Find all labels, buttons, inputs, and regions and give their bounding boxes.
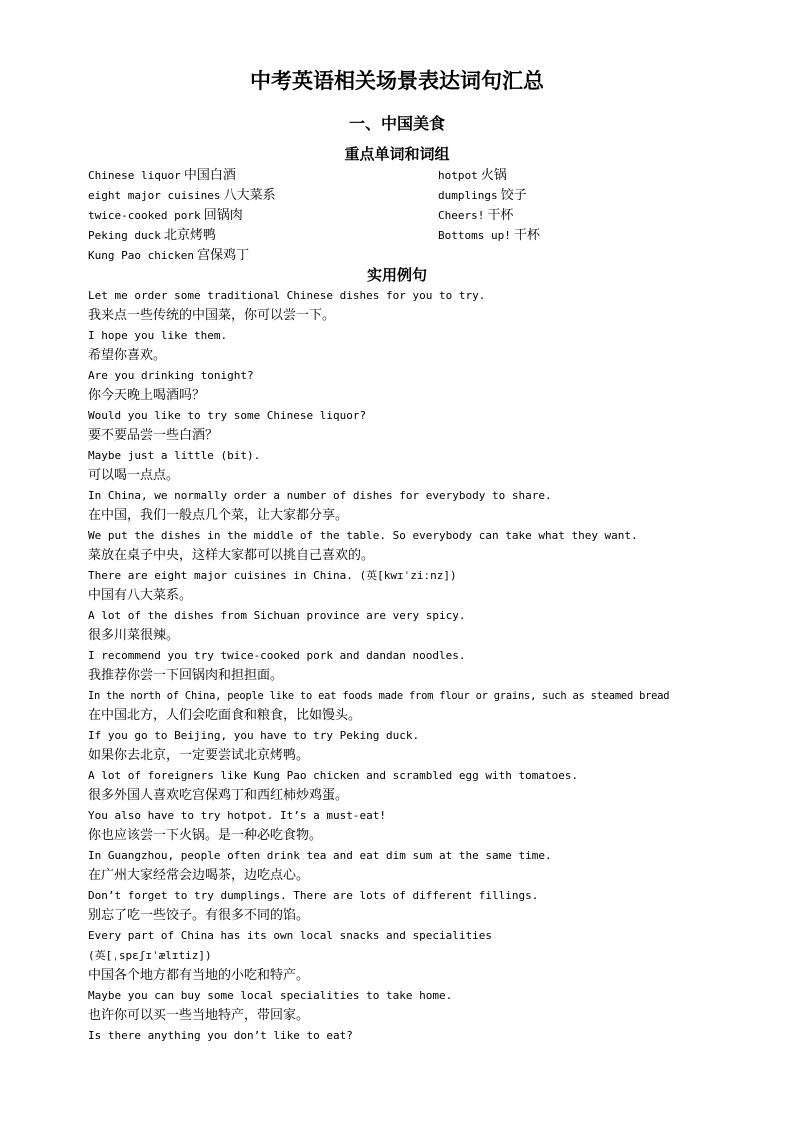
examples-heading: 实用例句 (366, 266, 427, 284)
vocab-item (88, 185, 438, 205)
sentence-english: A lot of foreigners like Kung Pao chicken and scrambled egg with tomatoes. (88, 769, 579, 782)
sentence-chinese: 在广州大家经常会边喝茶，边吃点心。 (88, 868, 310, 883)
vocab-chinese: 火锅 (480, 168, 507, 183)
sentence-english: In Guangzhou, people often drink tea and eat dim sum at the same time. (88, 849, 552, 862)
sentence-english: We put the dishes in the middle of the table. So everybody can take what they want. (88, 529, 638, 542)
vocab-english: Peking duck (88, 229, 161, 242)
sentence-chinese: 中国有八大菜系。 (88, 588, 193, 603)
vocab-english: Bottoms up! (438, 229, 511, 242)
sentence-chinese: 我推荐你尝一下回锅肉和担担面。 (88, 668, 284, 683)
vocab-item (88, 205, 438, 225)
sentence-chinese: 如果你去北京，一定要尝试北京烤鸭。 (88, 748, 310, 763)
vocab-item (438, 165, 648, 185)
sentence-english: Don’t forget to try dumplings. There are lots of different fillings. (88, 889, 539, 902)
sentence-english: Would you like to try some Chinese liquor? (88, 409, 367, 422)
sentence-chinese: 希望你喜欢。 (88, 348, 167, 363)
vocab-chinese: 回锅肉 (203, 208, 243, 223)
sentence-chinese: 我来点一些传统的中国菜，你可以尝一下。 (88, 308, 336, 323)
vocab-item (438, 225, 648, 245)
sentence-chinese: 你今天晚上喝酒吗？ (88, 388, 206, 403)
vocab-item (88, 245, 438, 265)
document-title: 中考英语相关场景表达词句汇总 (250, 69, 544, 93)
sentence-english: Let me order some traditional Chinese dishes for you to try. (88, 289, 486, 302)
vocab-chinese: 干杯 (513, 228, 540, 243)
vocab-english: dumplings (438, 189, 498, 202)
sentence-chinese: 别忘了吃一些饺子。有很多不同的馅。 (88, 908, 310, 923)
sentence-english: A lot of the dishes from Sichuan province are very spicy. (88, 609, 466, 622)
vocab-chinese: 八大菜系 (223, 188, 276, 203)
vocab-chinese: 中国白酒 (183, 168, 236, 183)
sentence-chinese: 中国各个地方都有当地的小吃和特产。 (88, 968, 310, 983)
sentence-chinese: 你也应该尝一下火锅。是一种必吃食物。 (88, 828, 323, 843)
sentence-english: Are you drinking tonight? (88, 369, 254, 382)
sentence-list (88, 286, 768, 1046)
vocab-chinese: 宫保鸡丁 (197, 248, 250, 263)
sentence-english: Maybe just a little (bit). (88, 449, 261, 462)
sentence-chinese: 很多外国人喜欢吃宫保鸡丁和西红柿炒鸡蛋。 (88, 788, 349, 803)
sentence-english: In China, we normally order a number of dishes for everybody to share. (88, 489, 552, 502)
vocab-english: eight major cuisines (88, 189, 221, 202)
vocab-english: Kung Pao chicken (88, 249, 194, 262)
sentence-chinese: 很多川菜很辣。 (88, 628, 180, 643)
sentence-english: I hope you like them. (88, 329, 228, 342)
section-title: 一、中国美食 (348, 114, 445, 133)
sentence-english: (英[ˌspɛʃɪˈælɪtiz]) (88, 949, 212, 962)
sentence-chinese: 菜放在桌子中央，这样大家都可以挑自己喜欢的。 (88, 548, 375, 563)
vocab-chinese: 饺子 (500, 188, 527, 203)
sentence-english: In the north of China, people like to eat foods made from flour or grains, such as steamed bread (88, 690, 670, 702)
vocab-english: hotpot (438, 169, 478, 182)
vocab-list (88, 165, 648, 265)
vocab-item (88, 225, 438, 245)
sentence-english: Is there anything you don’t like to eat? (88, 1029, 353, 1042)
vocab-heading: 重点单词和词组 (344, 145, 450, 163)
vocab-english: Chinese liquor (88, 169, 181, 182)
sentence-english: There are eight major cuisines in China. (英[kwɪˈziːnz]) (88, 569, 457, 582)
vocab-chinese: 干杯 (487, 208, 514, 223)
sentence-english: I recommend you try twice-cooked pork and dandan noodles. (88, 649, 466, 662)
sentence-english: If you go to Beijing, you have to try Peking duck. (88, 729, 420, 742)
sentence-chinese: 要不要品尝一些白酒？ (88, 428, 219, 443)
vocab-chinese: 北京烤鸭 (163, 228, 216, 243)
sentence-english: You also have to try hotpot. It’s a must-eat! (88, 809, 387, 822)
sentence-chinese: 可以喝一点点。 (88, 468, 180, 483)
vocab-english: Cheers! (438, 209, 485, 222)
vocab-item (88, 165, 438, 185)
vocab-item (438, 185, 648, 205)
sentence-chinese: 在中国，我们一般点几个菜，让大家都分享。 (88, 508, 349, 523)
sentence-chinese: 也许你可以买一些当地特产，带回家。 (88, 1008, 310, 1023)
vocab-item (438, 205, 648, 225)
sentence-english: Maybe you can buy some local specialities to take home. (88, 989, 453, 1002)
sentence-chinese: 在中国北方，人们会吃面食和粮食，比如馒头。 (88, 708, 362, 723)
vocab-english: twice-cooked pork (88, 209, 201, 222)
sentence-english: Every part of China has its own local snacks and specialities (88, 929, 492, 942)
